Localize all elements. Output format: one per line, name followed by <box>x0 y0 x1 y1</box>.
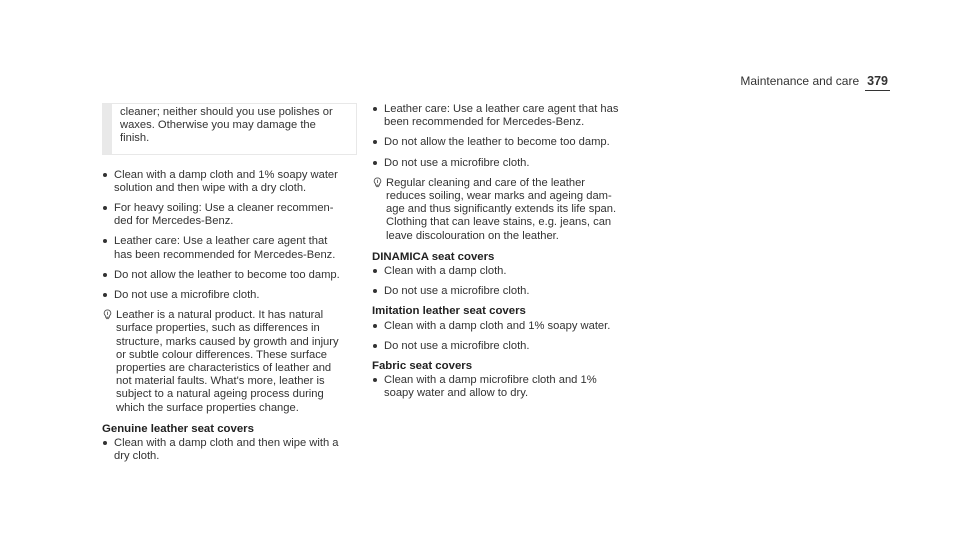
bullet-icon <box>103 273 107 277</box>
list-item: Do not use a microfibre cloth. <box>372 340 622 353</box>
page-header <box>740 74 888 88</box>
care-bullet-list <box>102 169 347 303</box>
list-item: Clean with a damp microfibre cloth and 1% soapy water and allow to dry. <box>372 374 622 400</box>
list-item: Do not use a microfibre cloth. <box>372 285 622 298</box>
list-item: Clean with a damp cloth and 1% soapy water solution and then wipe with a dry cloth. <box>102 169 347 195</box>
dinamica-list <box>372 265 622 298</box>
list-item: Clean with a damp cloth. <box>372 265 622 278</box>
lightbulb-icon <box>372 177 383 188</box>
bullet-icon <box>373 289 377 293</box>
page-number: 379 <box>867 74 888 88</box>
list-item: Clean with a damp cloth and then wipe with a dry cloth. <box>102 437 347 463</box>
list-item: For heavy soiling: Use a cleaner recommen-ded for Mercedes-Benz. <box>102 202 347 228</box>
imitation-leather-heading: Imitation leather seat covers <box>372 305 526 318</box>
list-item: Do not allow the leather to become too damp. <box>372 136 622 149</box>
fabric-heading: Fabric seat covers <box>372 360 473 373</box>
info-note <box>102 309 347 415</box>
bullet-icon <box>373 324 377 328</box>
dinamica-heading: DINAMICA seat covers <box>372 250 495 263</box>
bullet-icon <box>103 239 107 243</box>
lightbulb-icon <box>102 309 113 320</box>
bullet-icon <box>373 344 377 348</box>
genuine-leather-heading: Genuine leather seat covers <box>102 422 254 435</box>
bullet-icon <box>373 161 377 165</box>
bullet-icon <box>373 140 377 144</box>
bullet-icon <box>103 173 107 177</box>
leather-care-list <box>372 103 622 170</box>
list-item: Leather care: Use a leather care agent that has been recommended for Mercedes-Benz. <box>372 103 622 129</box>
fabric-list <box>372 374 622 400</box>
list-item: Do not use a microfibre cloth. <box>372 157 622 170</box>
info-note <box>372 177 622 243</box>
notice-text: cleaner; neither should you use polishes or waxes. Otherwise you may damage the finish. <box>120 106 333 145</box>
bullet-icon <box>373 269 377 273</box>
bullet-icon <box>103 441 107 445</box>
info-text: Regular cleaning and care of the leather reduces soiling, wear marks and ageing dam-age and thus significantly extends its life span. Clothing that can leave stains, e.g. jeans, can leave discolouration on the leather. <box>386 176 617 242</box>
bullet-icon <box>373 107 377 111</box>
section-title: Maintenance and care <box>740 74 860 88</box>
imitation-leather-list <box>372 320 622 353</box>
bullet-icon <box>103 206 107 210</box>
list-item: Leather care: Use a leather care agent that has been recommended for Mercedes-Benz. <box>102 235 347 261</box>
notice-box <box>102 103 357 155</box>
bullet-icon <box>373 378 377 382</box>
column-right <box>372 103 622 408</box>
bullet-icon <box>103 293 107 297</box>
notice-bar <box>102 104 112 154</box>
list-item: Do not allow the leather to become too damp. <box>102 269 347 282</box>
list-item: Do not use a microfibre cloth. <box>102 289 347 302</box>
list-item: Clean with a damp cloth and 1% soapy water. <box>372 320 622 333</box>
column-left <box>102 103 347 470</box>
info-text: Leather is a natural product. It has natural surface properties, such as differences in structure, marks caused by growth and injury or subtle colour differences. These surface properties are characteristics of leather and not material faults. What's more, leather is subject to a natural ageing process during which the surface properties change. <box>116 309 339 414</box>
genuine-leather-list <box>102 437 347 463</box>
